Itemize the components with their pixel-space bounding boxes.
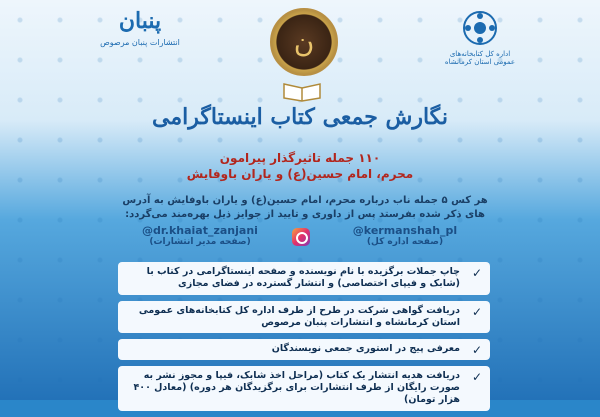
benefits-list — [118, 262, 490, 417]
check-icon: ✓ — [471, 266, 482, 280]
check-icon: ✓ — [471, 369, 482, 384]
handle-office-role: (صفحه اداره کل) — [366, 237, 444, 247]
library-logo — [440, 10, 520, 80]
list-item — [118, 262, 490, 295]
subtitle-line-1: ۱۱۰ جمله تاثیرگذار پیرامون — [219, 151, 381, 165]
library-logo-icon — [462, 10, 498, 46]
benefit-text: دریافت هدیه انتشار یک کتاب (مراحل اخذ شابک، فیپا و مجوز نشر به صورت رایگان از طرف انتشارات برای برگزیدگان هر دوره) (معادل ۴۰۰ هزار تومان) — [133, 369, 460, 406]
list-item — [118, 301, 490, 334]
handle-manager-role: (صفحه مدیر انتشارات) — [149, 237, 251, 247]
library-logo-subtitle: اداره کل کتابخانه‌های عمومی استان کرمانشاه — [444, 50, 516, 67]
subtitle-line-2: محرم، امام حسین(ع) و یاران باوفایش — [186, 167, 414, 182]
benefit-text: معرفی پیج در استوری جمعی نویسندگان — [271, 343, 460, 355]
list-item — [118, 339, 490, 359]
handle-office[interactable] — [320, 224, 490, 247]
open-book-icon — [282, 78, 322, 102]
handle-manager[interactable] — [120, 224, 280, 247]
emblem-icon — [270, 8, 338, 76]
publisher-logo — [100, 8, 180, 78]
emblem-letter: ن — [293, 25, 315, 59]
handle-office-name[interactable]: @kermanshah_pl — [352, 224, 458, 237]
subtitle — [160, 150, 440, 182]
page-title: نگارش جمعی کتاب اینستاگرامی — [152, 104, 448, 130]
description: هر کس ۵ جمله ناب درباره محرم، امام حسین(ع) و یاران باوفایش به آدرس های ذکر شده بفرستد پس از داوری و تایید از جوایز ذیل بهره‌مند می‌گردد: — [122, 195, 488, 220]
publisher-logo-text: پنبان — [118, 8, 162, 34]
list-item — [118, 366, 490, 411]
benefit-text: چاپ جملات برگزیده با نام نویسنده و صفحه اینستاگرامی در کتاب با (شابک و فیپای اختصاصی) و انتشار گسترده در فضای مجازی — [146, 266, 460, 290]
publisher-logo-subtitle: انتشارات پنبان مرصوص — [100, 38, 180, 47]
check-icon: ✓ — [471, 343, 482, 358]
benefit-text: دریافت گواهی شرکت در طرح از طرف اداره کل کتابخانه‌های عمومی استان کرمانشاه و انتشارات پنبان مرصوص — [138, 304, 460, 329]
instagram-icon — [292, 228, 310, 246]
check-icon: ✓ — [471, 304, 482, 319]
instagram-handles — [120, 224, 490, 258]
handle-manager-name[interactable]: @dr.khaiat_zanjani — [142, 224, 258, 237]
